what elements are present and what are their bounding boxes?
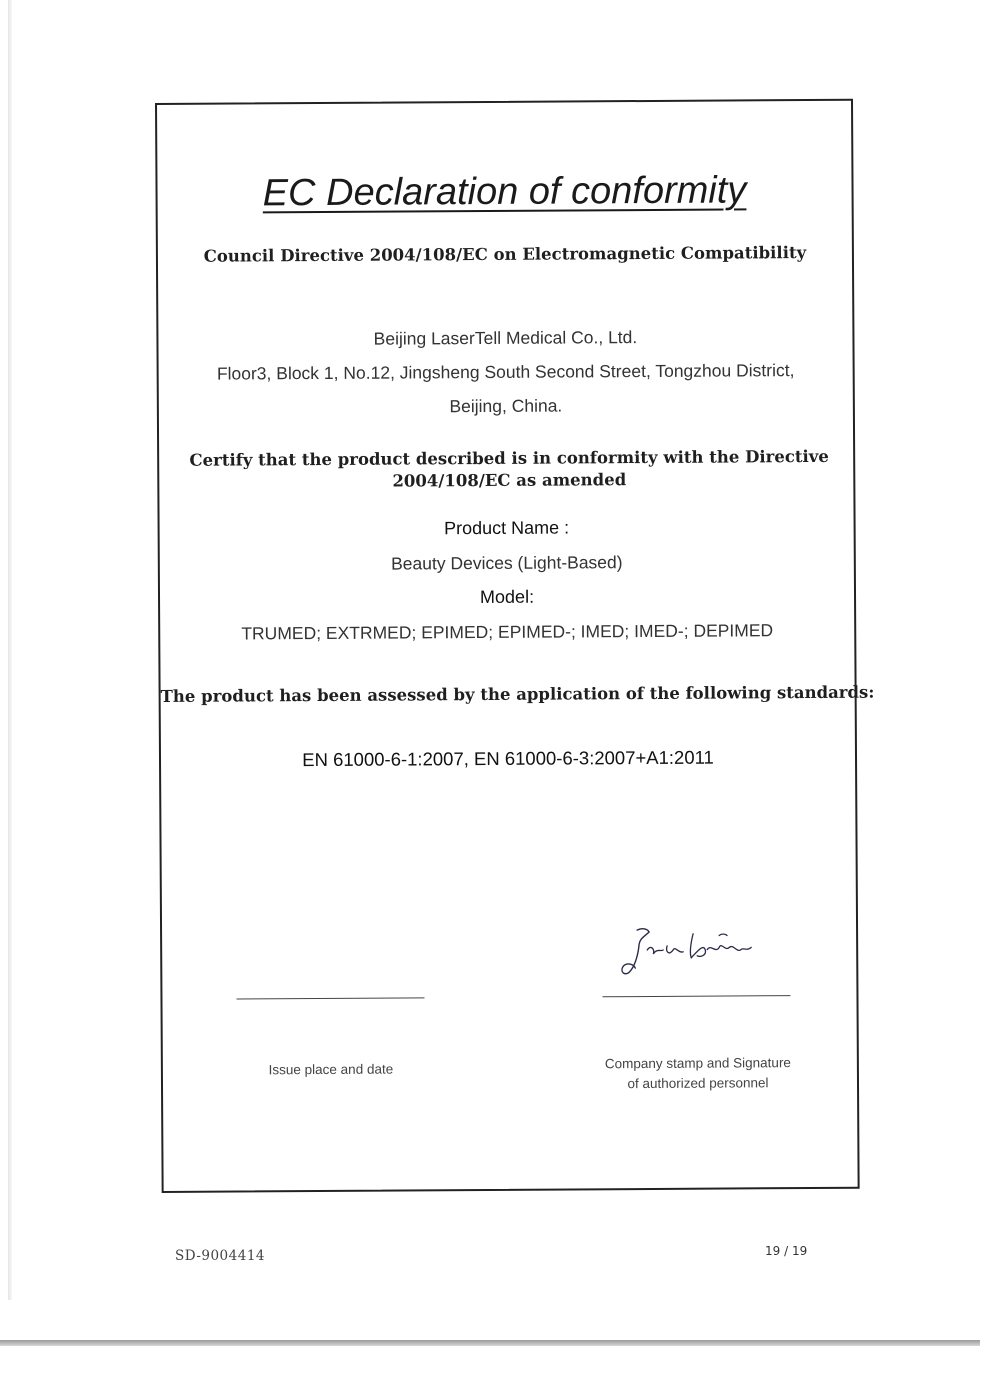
declaration-frame [155, 99, 875, 1193]
directive-heading: Council Directive 2004/108/EC on Electromagnetic Compatibility [203, 243, 807, 266]
document-number: SD-9004414 [175, 1248, 266, 1264]
signature-caption-line2: of authorized personnel [627, 1075, 769, 1092]
handwritten-signature [607, 921, 767, 982]
company-address-line1: Floor3, Block 1, No.12, Jingsheng South Second Street, Tongzhou District, [216, 360, 795, 384]
certify-line2: 2004/108/EC as amended [392, 470, 627, 491]
certify-line1: Certify that the product described is in conformity with the Directive [189, 446, 829, 470]
issue-place-date-line [236, 997, 424, 999]
product-name-label: Product Name : [444, 517, 570, 539]
certify-statement [189, 446, 829, 494]
page-number: 19 / 19 [765, 1244, 808, 1258]
signature-line [602, 995, 790, 997]
company-address-line2: Beijing, China. [449, 395, 563, 417]
signature-caption-line1: Company stamp and Signature [604, 1055, 791, 1072]
document-title: EC Declaration of conformity [262, 169, 747, 215]
scan-page-edge [8, 0, 12, 1300]
model-value: TRUMED; EXTRMED; EPIMED; EPIMED-; IMED; IMED-; DEPIMED [241, 620, 774, 644]
scan-bottom-edge [0, 1340, 980, 1346]
signature-caption [573, 1053, 823, 1095]
assessed-statement: The product has been assessed by the application of the following standards: [160, 682, 875, 706]
issue-place-date-caption: Issue place and date [268, 1061, 394, 1078]
model-label: Model: [479, 586, 535, 608]
standards-list: EN 61000-6-1:2007, EN 61000-6-3:2007+A1:2011 [302, 746, 714, 771]
company-name: Beijing LaserTell Medical Co., Ltd. [373, 327, 638, 349]
product-name-value: Beauty Devices (Light-Based) [391, 552, 623, 574]
